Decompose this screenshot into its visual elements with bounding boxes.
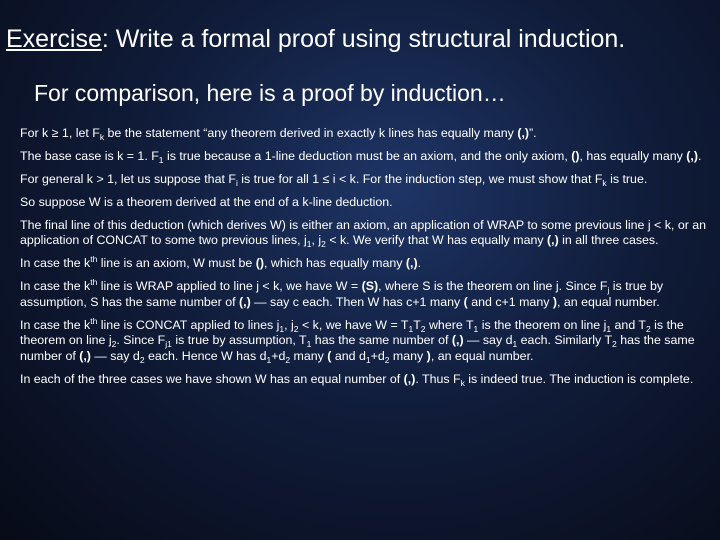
text: and T [611,317,646,332]
text: . Since F [116,333,166,348]
text: In case the k [20,256,91,271]
paren-pair: (,) [547,233,559,248]
paren-pair: (,) [517,126,530,140]
text: , j [311,233,322,248]
text: has the same number of [311,333,452,348]
text: The base case is k = 1. F [20,149,159,163]
paren-pair: (,) [451,333,464,348]
text: In case the k [20,317,91,332]
subscript: 1 [473,323,479,334]
subscript: 1 [408,323,414,334]
subscript: i [235,178,238,188]
text: So suppose W is a theorem derived at the end of a k-line deduction. [20,195,393,209]
text: < k, we have W = T [298,317,409,332]
open-paren: ( [463,294,468,309]
text: In case the k [20,279,91,294]
paren-pair: (,) [79,348,91,363]
le-symbol: ≤ [322,172,330,186]
paragraph-base-case [20,149,710,164]
text: ”. [529,126,537,140]
text: line is CONCAT applied to lines j [97,317,280,332]
text: — say c each. Then W has c+1 many [250,294,464,309]
subscript: 2 [111,339,117,350]
subscript: 2 [139,354,145,365]
text: , an equal number. [430,348,534,363]
text: is true. [606,172,648,186]
text: each. Similarly T [517,333,613,348]
text: and d [331,348,366,363]
slide-title [6,24,716,54]
text: and c+1 many [467,294,553,309]
text: has the same number of [20,333,695,363]
subscript: 2 [384,354,390,365]
subscript: j1 [165,339,172,350]
open-paren: ( [327,348,332,363]
axiom-parens: () [255,256,265,271]
text: i < k. For the induction step, we must show that F [329,172,603,186]
wrapped-s: (S) [361,279,379,294]
slide-subtitle: For comparison, here is a proof by induction… [34,80,506,106]
paren-pair: (,) [239,294,251,309]
text: is true by assumption, S has the same number of [20,279,664,309]
superscript: th [90,315,98,326]
text: . [698,149,702,163]
text: is the theorem on line j [20,317,684,348]
close-paren: ) [426,348,431,363]
close-paren: ) [552,294,557,309]
text: — say d [463,333,513,348]
text: in all three cases. [558,233,659,248]
subscript: 1 [365,354,371,365]
text: +d [271,348,286,363]
subscript: 1 [606,323,612,334]
subscript: j [607,285,610,296]
text: is indeed true. The induction is complete. [464,371,694,386]
paragraph-suppose [20,195,710,210]
proof-body [20,126,710,395]
subscript: 1 [306,239,312,250]
paragraph-axiom-case [20,256,710,271]
subscript: 2 [285,354,291,365]
subscript: k [602,178,607,188]
text: , where S is the theorem on line j. Since F [378,279,608,294]
subscript: 1 [279,323,285,334]
paren-pair: (,) [686,149,698,163]
text: is true because a 1-line deduction must be an axiom, and the only axiom, [163,149,572,163]
paragraph-inductive-hypothesis [20,172,710,187]
ge-symbol: ≥ [51,126,59,140]
text: line is WRAP applied to line j < k, we have W = [97,279,362,294]
text: , j [284,317,294,332]
text: For k [20,126,52,140]
superscript: th [90,277,98,288]
subscript: 2 [321,239,326,250]
text: is true by assumption, T [171,333,307,348]
text: . [417,256,422,271]
subscript: 1 [158,155,164,165]
text: many [290,348,328,363]
exercise-word: Exercise [6,25,102,53]
text: , has equally many [579,149,687,163]
paragraph-statement [20,126,710,141]
text: many [389,348,427,363]
subscript: 1 [266,354,272,365]
paragraph-wrap-case [20,279,710,310]
text: line is an axiom, W must be [97,256,256,271]
subscript: 2 [646,323,651,334]
paragraph-cases-overview [20,218,710,249]
text: where T [425,317,474,332]
text: . Thus F [415,371,461,386]
subscript: 2 [420,323,426,334]
text: be the statement “any theorem derived in exactly k lines has equally many [104,126,518,140]
subscript: k [460,377,465,388]
paragraph-conclusion [20,372,710,387]
text: < k. We verify that W has equally many [325,233,547,248]
superscript: th [90,254,98,265]
text: For general k > 1, let us suppose that F [20,172,236,186]
subscript: k [99,132,105,142]
title-rest: : Write a formal proof using structural induction. [101,25,626,53]
subscript: 1 [306,339,312,350]
text: 1, let F [58,126,100,140]
text: The final line of this deduction (which derives W) is either an axiom, an application of WRAP to some previous line j < k, or an application of CONCAT to some two previous lines, j [20,218,707,248]
text: , an equal number. [557,294,660,309]
text: In each of the three cases we have shown W has an equal number of [20,371,404,386]
paren-pair: (,) [403,371,416,386]
text: T [413,317,421,332]
paren-pair: (,) [405,256,418,271]
subscript: 1 [512,339,518,350]
text: each. Hence W has d [144,348,267,363]
paragraph-concat-case [20,315,710,365]
text: +d [370,348,385,363]
subscript: 2 [293,323,299,334]
text: is the theorem on line j [478,317,607,332]
axiom-parens: () [571,149,580,163]
text: — say d [90,348,140,363]
subscript: 2 [612,339,617,350]
text: is true for all 1 [237,172,323,186]
text: , which has equally many [264,256,406,271]
